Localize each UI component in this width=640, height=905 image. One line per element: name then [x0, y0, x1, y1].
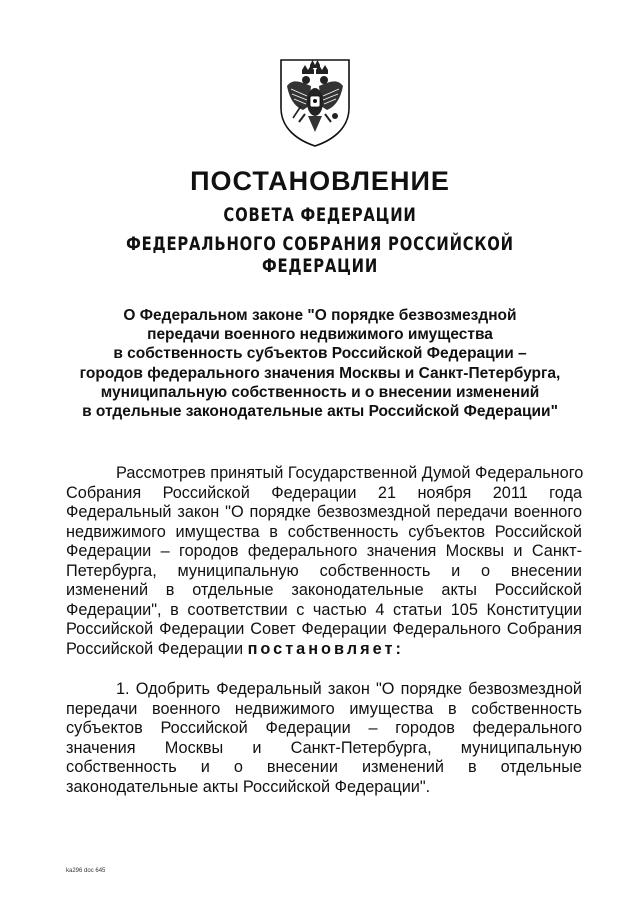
paragraph-line: значения Москвы и Санкт-Петербурга, муниципальную: [66, 738, 582, 757]
paragraph-line: Федерации – городов федерального значения Москвы и Санкт-: [66, 542, 582, 560]
resolves-keyword: постановляет:: [247, 639, 404, 658]
paragraph-line: передачи военного недвижимого имущества в собственность: [66, 699, 582, 718]
heading-line: передачи военного недвижимого имущества: [147, 326, 493, 344]
heading-line: городов федерального значения Москвы и Санкт-Петербурга,: [79, 364, 561, 382]
paragraph-line: Собрания Российской Федерации 21 ноября 2011 года: [66, 483, 582, 502]
paragraph-line: законодательные акты Российской Федерации".: [66, 777, 431, 796]
preamble-paragraph: [66, 464, 582, 659]
heading-line: в отдельные законодательные акты Российской Федерации": [82, 403, 558, 421]
paragraph-line: Федеральный закон "О порядке безвозмездной передачи военного: [66, 503, 582, 521]
paragraph-line: Российской Федерации Совет Федерации Федерального Собрания: [66, 620, 582, 638]
paragraph-line-prefix: Российской Федерации: [66, 639, 248, 658]
document-title: ПОСТАНОВЛЕНИЕ: [190, 166, 450, 196]
paragraph-line: изменений в отдельные законодательные акты Российской: [66, 581, 582, 599]
paragraph-line: собственность и о внесении изменений в отдельные: [66, 758, 582, 776]
clause-1-paragraph: [66, 680, 582, 797]
heading-line: в собственность субъектов Российской Федерации –: [113, 345, 527, 363]
paragraph-last-line: [66, 640, 582, 660]
resolution-heading: [60, 306, 580, 421]
document-subtitle-council: СОВЕТА ФЕДЕРАЦИИ: [223, 204, 417, 226]
paragraph-line: Рассмотрев принятый Государственной Думой Федерального: [116, 464, 584, 482]
paragraph-line: Федерации", в соответствии с частью 4 статьи 105 Конституции: [66, 600, 582, 619]
paragraph-line: субъектов Российской Федерации – городов федерального: [66, 719, 582, 737]
heading-line: О Федеральном законе "О порядке безвозмездной: [123, 307, 517, 324]
document-code: ka296 doc 645: [66, 868, 106, 874]
paragraph-line: Петербурга, муниципальную собственность и о внесении: [66, 561, 582, 580]
paragraph-line: недвижимого имущества в собственность субъектов Российской: [66, 522, 582, 541]
heading-line: муниципальную собственность и о внесении изменений: [100, 383, 540, 401]
document-subtitle-assembly: ФЕДЕРАЛЬНОГО СОБРАНИЯ РОССИЙСКОЙ ФЕДЕРАЦИИ: [126, 233, 514, 277]
coat-of-arms-icon: [275, 56, 355, 148]
paragraph-line: 1. Одобрить Федеральный закон "О порядке безвозмездной: [116, 680, 582, 698]
